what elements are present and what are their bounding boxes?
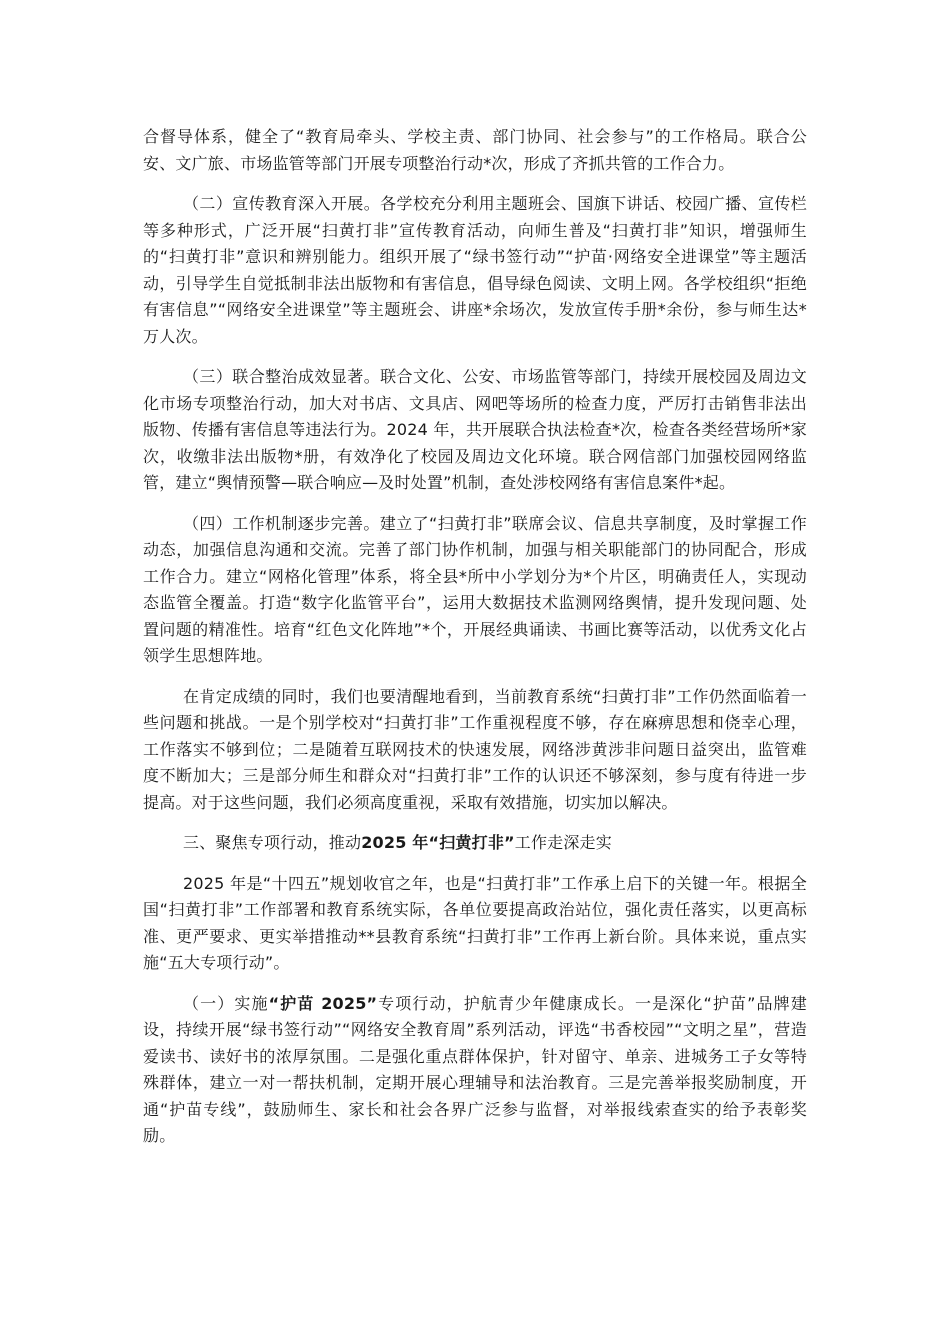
paragraph-action-one: [143, 991, 807, 1150]
paragraph-publicity-education: （二）宣传教育深入开展。各学校充分利用主题班会、国旗下讲话、校园广播、宣传栏等多种形式，广泛开展“扫黄打非”宣传教育活动，向师生普及“扫黄打非”知识，增强师生的“扫黄打非”意识和辨别能力。组织开展了“绿书签行动”“护苗·网络安全进课堂”等主题活动，引导学生自觉抵制非法出版物和有害信息，倡导绿色阅读、文明上网。各学校组织“拒绝有害信息”“网络安全进课堂”等主题班会、讲座*余场次，发放宣传手册*余份，参与师生达*万人次。: [143, 194, 807, 346]
paragraph-joint-rectification: （三）联合整治成效显著。联合文化、公安、市场监管等部门，持续开展校园及周边文化市场专项整治行动，加大对书店、文具店、网吧等场所的检查力度，严厉打击销售非法出版物、传播有害信息等违法行为。2024 年，共开展联合执法检查*次，检查各类经营场所*家次，收缴非法出版物*册，有效净化了校园及周边文化环境。联合网信部门加强校园网络监管，建立“舆情预警—联合响应—及时处置”机制，查处涉校网络有害信息案件*起。: [143, 367, 807, 492]
paragraph-2025-overview: 2025 年是“十四五”规划收官之年，也是“扫黄打非”工作承上启下的关键一年。根据全国“扫黄打非”工作部署和教育系统实际，各单位要提高政治站位，强化责任落实，以更高标准、更严要求、更实举措推动**县教育系统“扫黄打非”工作再上新台阶。具体来说，重点实施“五大专项行动”。: [143, 873, 807, 972]
section-heading-prefix: 三、聚焦专项行动，推动: [183, 833, 362, 852]
action-one-bold: “护苗 2025”: [268, 993, 378, 1013]
section-heading-suffix: 工作走深走实: [514, 833, 612, 852]
paragraph-continuation: 合督导体系，健全了“教育局牵头、学校主责、部门协同、社会参与”的工作格局。联合公安、文广旅、市场监管等部门开展专项整治行动*次，形成了齐抓共管的工作合力。: [143, 127, 807, 173]
paragraph-work-mechanism: （四）工作机制逐步完善。建立了“扫黄打非”联席会议、信息共享制度，及时掌握工作动态，加强信息沟通和交流。完善了部门协作机制，加强与相关职能部门的协同配合，形成工作合力。建立“网格化管理”体系，将全县*所中小学划分为*个片区，明确责任人，实现动态监管全覆盖。打造“数字化监管平台”，运用大数据技术监测网络舆情，提升发现问题、处置问题的精准性。培育“红色文化阵地”*个，开展经典诵读、书画比赛等活动，以优秀文化占领学生思想阵地。: [143, 513, 807, 665]
section-heading: [143, 830, 807, 857]
section-heading-bold: 2025 年“扫黄打非”: [361, 833, 515, 852]
document-page: [143, 124, 807, 1164]
action-one-prefix: （一）实施: [183, 993, 269, 1013]
paragraph-problems-challenges: 在肯定成绩的同时，我们也要清醒地看到，当前教育系统“扫黄打非”工作仍然面临着一些问题和挑战。一是个别学校对“扫黄打非”工作重视程度不够，存在麻痹思想和侥幸心理，工作落实不够到位；二是随着互联网技术的快速发展，网络涉黄涉非问题日益突出，监管难度不断加大；三是部分师生和群众对“扫黄打非”工作的认识还不够深刻，参与度有待进一步提高。对于这些问题，我们必须高度重视，采取有效措施，切实加以解决。: [143, 686, 807, 812]
action-one-text: 专项行动，护航青少年健康成长。一是深化“护苗”品牌建设，持续开展“绿书签行动”“网络安全教育周”系列活动，评选“书香校园”“文明之星”，营造爱读书、读好书的浓厚氛围。二是强化重点群体保护，针对留守、单亲、进城务工子女等特殊群体，建立一对一帮扶机制，定期开展心理辅导和法治教育。三是完善举报奖励制度，开通“护苗专线”，鼓励师生、家长和社会各界广泛参与监督，对举报线索查实的给予表彰奖励。: [143, 993, 807, 1145]
